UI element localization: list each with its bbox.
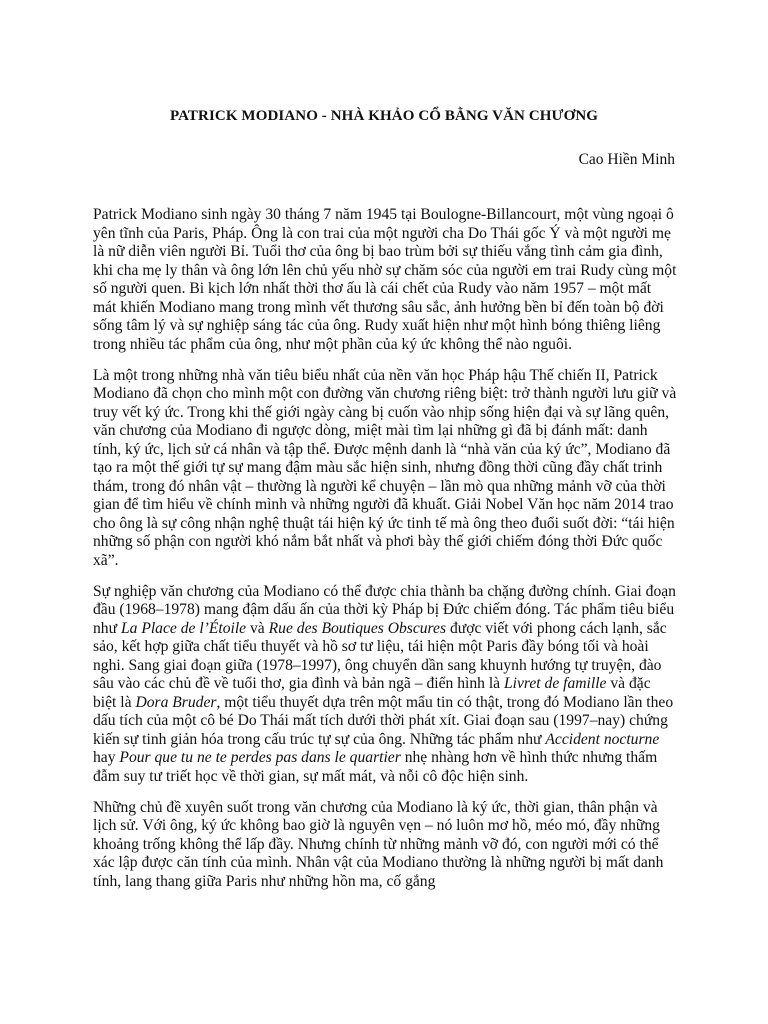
document-body [93, 206, 677, 904]
italic-title: Dora Bruder [135, 693, 217, 711]
paragraph-text: hay [93, 749, 120, 766]
body-paragraph [93, 206, 677, 354]
paragraph-text: Những chủ đề xuyên suốt trong văn chương của Modiano là ký ức, thời gian, thân phận và lịch sử. Với ông, ký ức không bao giờ là nguyên vẹn – nó luôn mơ hồ, méo mó, đầy những khoảng trống không thể lấp đầy. Nhưng chính từ những mảnh vỡ đó, con người mới có thể xác lập được căn tính của mình. Nhân vật của Modiano thường là những người bị mất danh tính, lang thang giữa Paris như những hồn ma, cố gắng [93, 798, 664, 890]
body-paragraph [93, 799, 677, 892]
italic-title: Livret de famille [503, 675, 607, 692]
paragraph-text: , một tiểu thuyết dựa trên một mẩu tin có thật, trong đó Modiano lần theo dấu tích của một cô bé Do Thái mất tích dưới thời phát xít. Giai đoạn sau (1997–nay) chứng kiến sự tinh giản hóa trong cấu trúc tự sự của ông. Những tác phẩm như [93, 693, 674, 748]
author-name: Cao Hiền Minh [578, 151, 675, 168]
paragraph-text: và đặc biệt là [93, 675, 651, 711]
body-paragraph [93, 367, 677, 571]
body-paragraph [93, 583, 677, 787]
paragraph-text: được viết với phong cách lạnh, sắc sảo, kết hợp giữa chất tiểu thuyết và hồ sơ tư liệu, tái hiện một Paris đầy bóng tối và hoài nghi. Sang giai đoạn giữa (1978–1997), ông chuyển dần sang khuynh hướng tự truyện, đào sâu vào các chủ đề về tuổi thơ, gia đình và bản ngã – điển hình là [93, 619, 667, 692]
paragraph-text: Sự nghiệp văn chương của Modiano có thể được chia thành ba chặng đường chính. Giai đoạn đầu (1968–1978) mang đậm dấu ấn của thời kỳ Pháp bị Đức chiếm đóng. Tác phẩm tiêu biểu như [93, 582, 676, 637]
italic-title: La Place de l’Étoile [120, 619, 247, 637]
paragraph-text: Patrick Modiano sinh ngày 30 tháng 7 năm 1945 tại Boulogne-Billancourt, một vùng ngoại ô yên tĩnh của Paris, Pháp. Ông là con trai của một người cha Do Thái gốc Ý và một người mẹ là nữ diễn viên người Bỉ. Tuổi thơ của ông bị bao trùm bởi sự thiếu vắng tình cảm gia đình, khi cha mẹ ly thân và ông lớn lên chủ yếu nhờ sự chăm sóc của người em trai Rudy cùng một số người quen. Bi kịch lớn nhất thời thơ ấu là cái chết của Rudy vào năm 1957 – một mất mát khiến Modiano mang trong mình vết thương sâu sắc, ảnh hưởng bền bỉ đến toàn bộ đời sống tâm lý và sự nghiệp sáng tác của ông. Rudy xuất hiện như một hình bóng thiêng liêng trong nhiều tác phẩm của ông, như một phần của ký ức không thể nào nguôi. [93, 206, 677, 353]
italic-title: Rue des Boutiques Obscures [268, 619, 447, 637]
paragraph-text: Là một trong những nhà văn tiêu biểu nhất của nền văn học Pháp hậu Thế chiến II, Patrick Modiano đã chọn cho mình một con đường văn chương riêng biệt: trở thành người lưu giữ và truy vết ký ức. Trong khi thế giới ngày càng bị cuốn vào nhịp sống hiện đại và sự lãng quên, văn chương của Modiano đi ngược dòng, miệt mài tìm lại những gì đã bị đánh mất: danh tính, ký ức, lịch sử cá nhân và tập thể. Được mệnh danh là “nhà văn của ký ức”, Modiano đã tạo ra một thế giới tự sự mang đậm màu sắc hiện sinh, nhưng đồng thời cũng đầy chất trinh thám, trong đó nhân vật – thường là người kể chuyện – lần mò qua những mảnh vỡ của thời gian để tìm hiểu về chính mình và những người đã khuất. Giải Nobel Văn học năm 2014 trao cho ông là sự công nhận nghệ thuật tái hiện ký ức tinh tế mà ông theo đuổi suốt đời: “tái hiện những số phận con người khó nắm bắt nhất và phơi bày thế giới chiếm đóng thời Đức quốc xã”. [93, 366, 677, 569]
paragraph-text: và [246, 619, 269, 637]
italic-title: Accident nocturne [545, 730, 660, 748]
italic-title: Pour que tu ne te perdes pas dans le quartier [119, 749, 401, 766]
paragraph-text: nhẹ nhàng hơn về hình thức nhưng thấm đẫm suy tư triết học về thời gian, sự mất mát, và nỗi cô độc hiện sinh. [93, 749, 658, 785]
document-title: PATRICK MODIANO - NHÀ KHẢO CỔ BẰNG VĂN CHƯƠNG [169, 108, 599, 124]
